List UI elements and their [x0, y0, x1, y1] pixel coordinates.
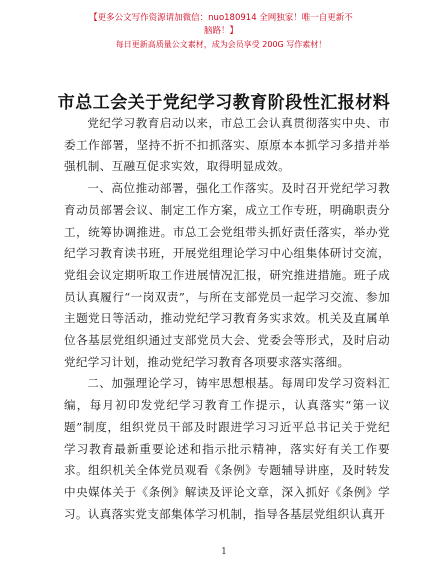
promo-banner — [86, 12, 356, 51]
paragraph-section-1: 一、高位推动部署，强化工作落实。及时召开党纪学习教育动员部署会议、制定工作方案，成立工作专班，明确职责分工，统筹协调推进。市总工会党组带头抓好责任落实，举办党纪学习教育读书班，开展党组理论学习中心组集体研讨交流，党组会议定期听取工作进展情况汇报，研究推进措施。班子成员认真履行“一岗双责”，与所在支部党员一起学习交流、参加主题党日等活动，推动党纪学习教育务实求效。机关及直属单位各基层党组织通过支部党员大会、党委会等形式，及时启动党纪学习计划，推动党纪学习教育各项要求落实落细。 — [64, 181, 390, 369]
paragraph-section-2: 二、加强理论学习，铸牢思想根基。每周印发学习资料汇编，每月初印发党纪学习教育工作提示，认真落实“第一议题”制度，组织党员干部及时跟进学习习近平总书记关于党纪学习教育最新重要论述和指示批示精神，落实好有关工作要求。组织机关全体党员观看《条例》专题辅导讲座，及时转发中央媒体关于《条例》解读及评论文章，深入抓好《条例》学习。认真落实党支部集体学习机制，指导各基层党组织认真开 — [64, 376, 390, 521]
document-title: 市总工会关于党纪学习教育阶段性汇报材料 — [57, 93, 391, 113]
promo-banner-line-2: 每日更新高质量公文素材，成为会员享受 200G 写作素材！ — [115, 40, 327, 49]
paragraph-intro: 党纪学习教育启动以来，市总工会认真贯彻落实中央、市委工作部署，坚持不折不扣抓落实、原原本本抓学习多措并举强机制、互融互促求实效，取得明显成效。 — [64, 116, 390, 174]
promo-banner-line-1: 【更多公文写作资源请加微信：nuo180914 全网独家！唯一自更新不脑路！】 — [89, 13, 353, 36]
document-body — [64, 113, 390, 525]
page-number: 1 — [221, 547, 227, 557]
